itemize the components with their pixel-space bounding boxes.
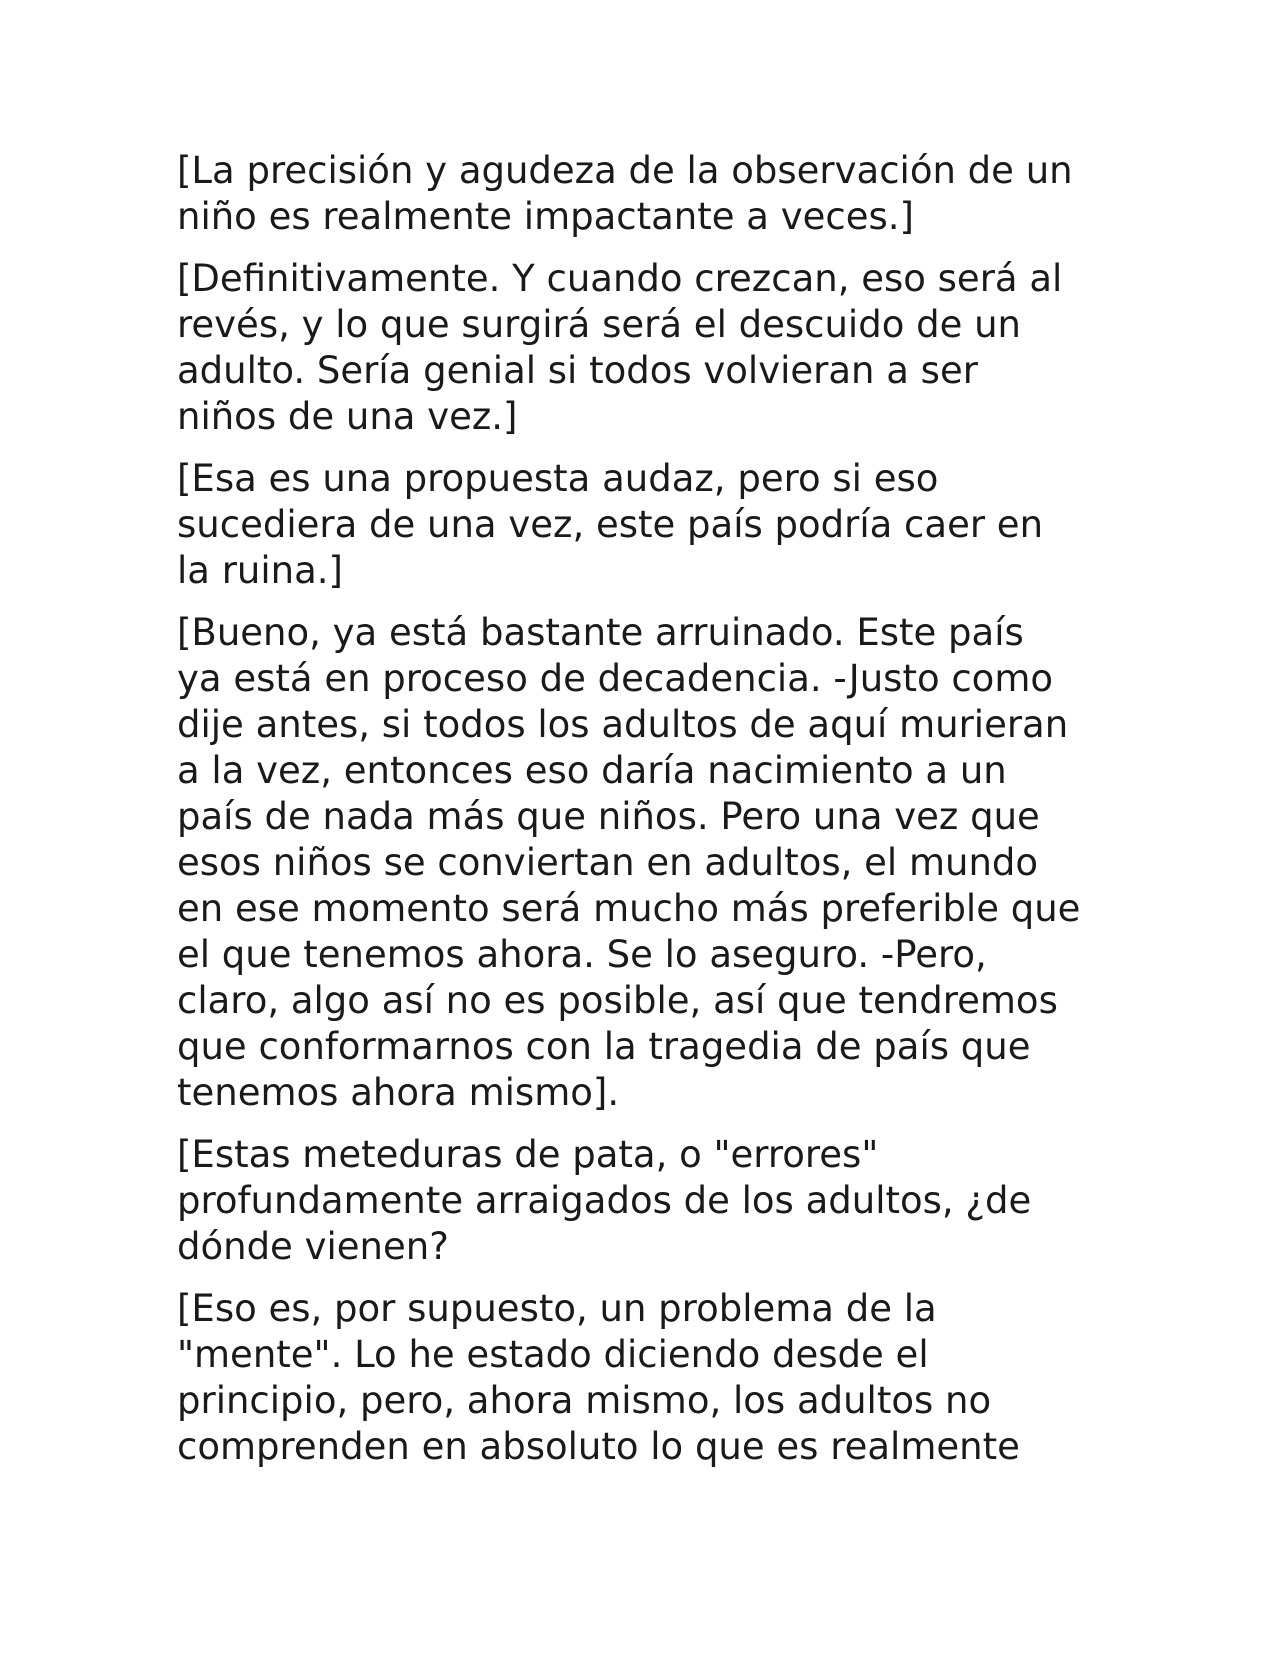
paragraph-4: [Bueno, ya está bastante arruinado. Este país ya está en proceso de decadencia. -Justo como dije antes, si todos los adultos de aquí murieran a la vez, entonces eso daría nacimiento a un país de nada más que niños. Pero una vez que esos niños se conviertan en adultos, el mundo en ese momento será mucho más preferible que el que tenemos ahora. Se lo aseguro. -Pero, claro, algo así no es posible, así que tendremos que conformarnos con la tragedia de país que tenemos ahora mismo]. xyxy=(177,611,1081,1114)
paragraph-1: [La precisión y agudeza de la observación de un niño es realmente impactante a veces.] xyxy=(177,149,1073,238)
document-body xyxy=(177,148,1107,1486)
paragraph-2: [Definitivamente. Y cuando crezcan, eso será al revés, y lo que surgirá será el descuido de un adulto. Sería genial si todos volvieran a ser niños de una vez.] xyxy=(177,257,1063,438)
paragraph-6: [Eso es, por supuesto, un problema de la "mente". Lo he estado diciendo desde el principio, pero, ahora mismo, los adultos no comprenden en absoluto lo que es realmente xyxy=(177,1287,1020,1468)
paragraph-3: [Esa es una propuesta audaz, pero si eso sucediera de una vez, este país podría caer en la ruina.] xyxy=(177,457,1044,592)
paragraph-5: [Estas meteduras de pata, o "errores" profundamente arraigados de los adultos, ¿de dónde vienen? xyxy=(177,1133,1032,1268)
